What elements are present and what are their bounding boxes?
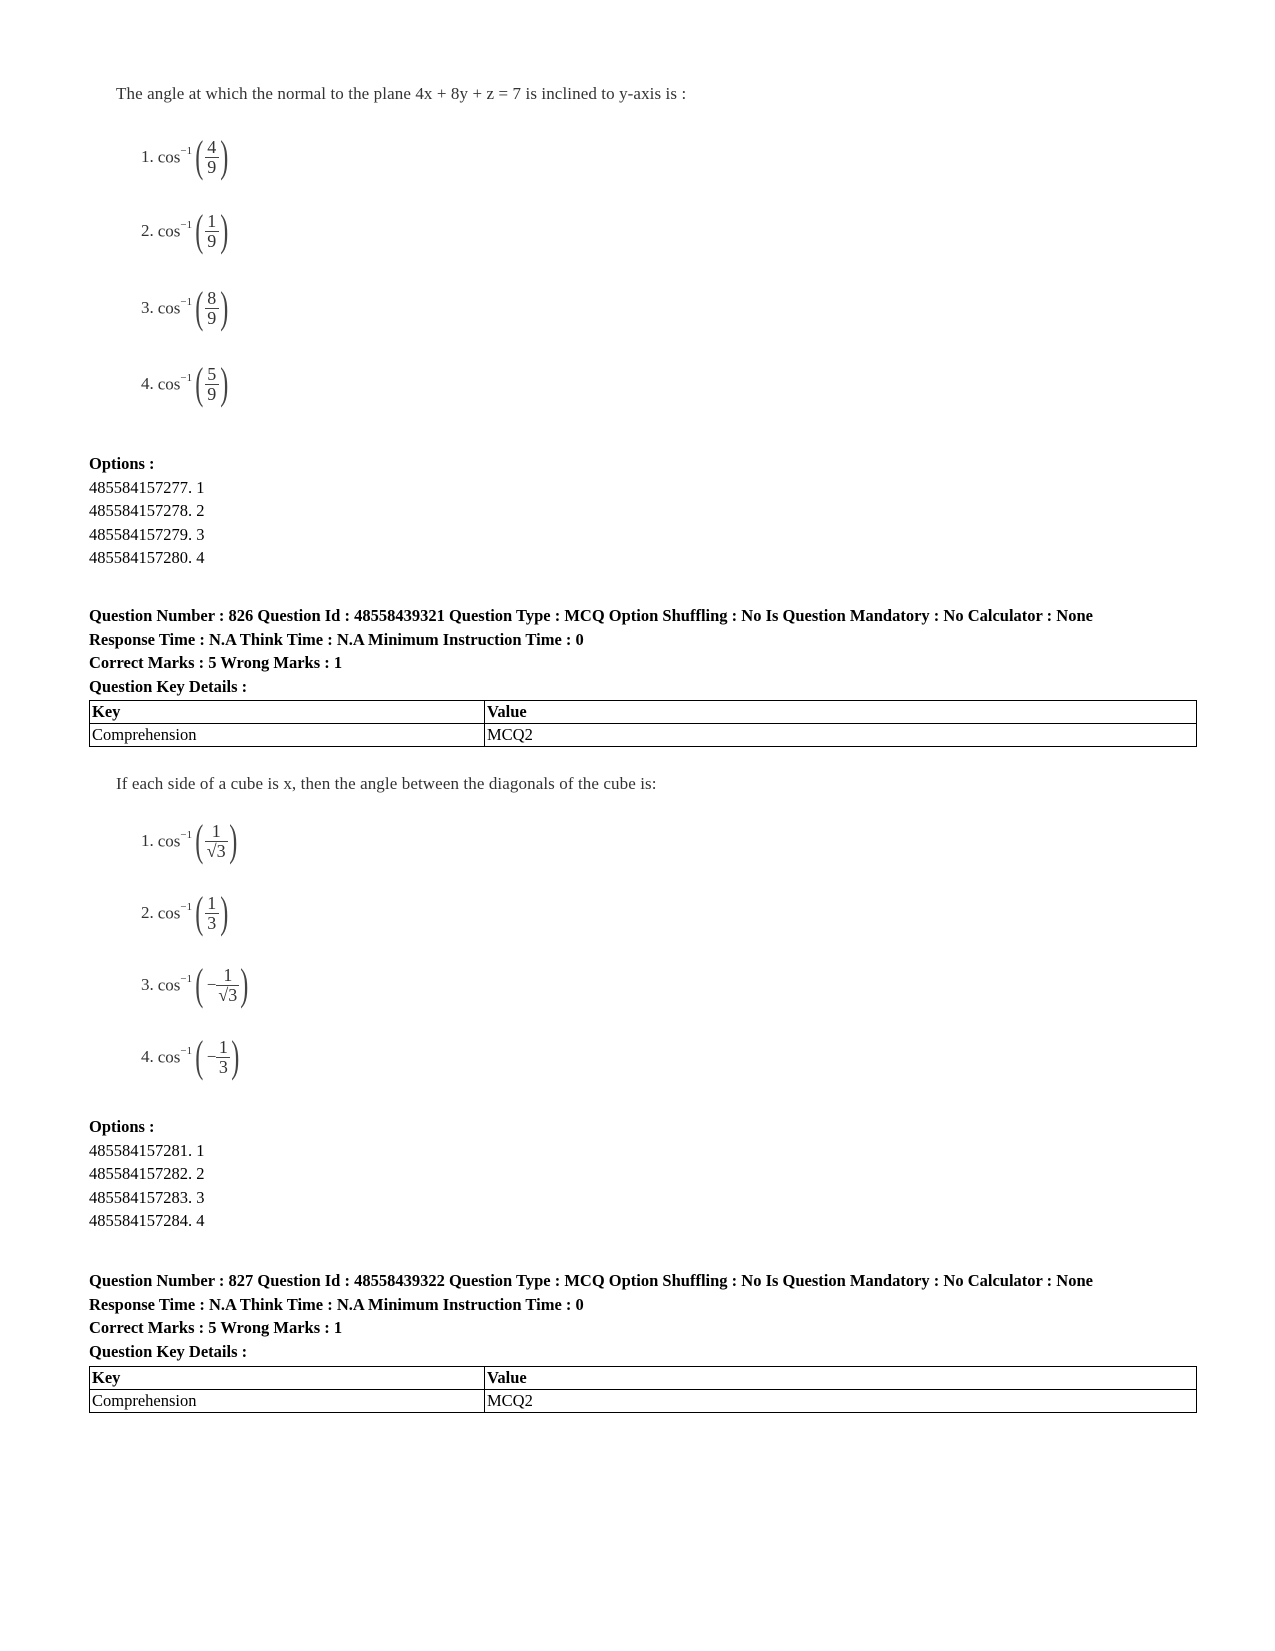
question-stem: The angle at which the normal to the plane 4x + 8y + z = 7 is inclined to y-axis is :: [116, 84, 687, 103]
cos-function: $\cos^{-1}$: [157, 295, 193, 318]
table-cell-value: MCQ2: [485, 1390, 1197, 1413]
question-marks: Correct Marks : 5 Wrong Marks : 1: [89, 1318, 343, 1337]
answer-choice: 1. $\cos^{-1}$ ( $\frac{1}{√3}$ ): [141, 816, 238, 865]
cos-function: $\cos^{-1}$: [157, 972, 193, 995]
minus-sign: −: [206, 1047, 217, 1066]
table-header-key: Key: [90, 1367, 485, 1390]
choice-number: 4.: [141, 1047, 154, 1066]
question-header: [89, 604, 1093, 651]
options-label: Options :: [89, 454, 155, 473]
option-id: 485584157281. 1: [89, 1140, 205, 1160]
fraction: $\frac{1}{9}$: [205, 212, 219, 251]
answer-choice: 3. $\cos^{-1}$ ( − $\frac{1}{√3}$ ): [141, 960, 249, 1009]
table-cell-value: MCQ2: [485, 724, 1197, 747]
question-marks: Correct Marks : 5 Wrong Marks : 1: [89, 653, 343, 672]
option-id: 485584157280. 4: [89, 548, 205, 567]
answer-choice: 4. $\cos^{-1}$ ( − $\frac{1}{3}$ ): [141, 1032, 240, 1081]
options-section: [89, 452, 205, 570]
table-header-row: [90, 701, 1197, 724]
options-label: Options :: [89, 1117, 155, 1136]
key-details-table: [89, 700, 1197, 747]
question-stem: If each side of a cube is x, then the angle between the diagonals of the cube is:: [116, 774, 657, 793]
minus-sign: −: [206, 975, 217, 994]
cos-function: $\cos^{-1}$: [157, 900, 193, 923]
fraction: $\frac{8}{9}$: [205, 289, 219, 328]
fraction: $\frac{1}{3}$: [205, 894, 219, 933]
table-row: [90, 1390, 1197, 1413]
question-meta: Question Number : 827 Question Id : 48558439322 Question Type : MCQ Option Shuffling : No Is Question Mandatory : No Calculator : None: [89, 1271, 1093, 1290]
option-id: 485584157277. 1: [89, 477, 205, 497]
fraction: $\frac{1}{3}$: [216, 1038, 230, 1077]
choice-number: 4.: [141, 374, 154, 393]
choice-number: 2.: [141, 903, 154, 922]
fraction: $\frac{4}{9}$: [205, 138, 219, 177]
option-id: 485584157283. 3: [89, 1187, 205, 1207]
answer-choice: 2. $\cos^{-1}$ ( $\frac{1}{9}$ ): [141, 206, 229, 255]
table-cell-key: Comprehension: [90, 724, 485, 747]
answer-choice: 2. $\cos^{-1}$ ( $\frac{1}{3}$ ): [141, 888, 229, 937]
key-details-label: Question Key Details :: [89, 1342, 248, 1361]
choice-number: 1.: [141, 147, 154, 166]
key-details-table: [89, 1366, 1197, 1413]
choice-number: 2.: [141, 221, 154, 240]
options-section: [89, 1115, 205, 1233]
answer-choice: 4. $\cos^{-1}$ ( $\frac{5}{9}$ ): [141, 359, 229, 408]
answer-choice: 1. $\cos^{-1}$ ( $\frac{4}{9}$ ): [141, 132, 229, 181]
fraction: $\frac{1}{√3}$: [218, 964, 238, 1005]
choice-number: 1.: [141, 831, 154, 850]
answer-choice: 3. $\cos^{-1}$ ( $\frac{8}{9}$ ): [141, 283, 229, 332]
cos-function: $\cos^{-1}$: [157, 371, 193, 394]
option-id: 485584157284. 4: [89, 1211, 205, 1230]
key-details-label: Question Key Details :: [89, 677, 248, 696]
table-header-key: Key: [90, 701, 485, 724]
option-id: 485584157278. 2: [89, 501, 205, 520]
table-header-value: Value: [485, 701, 1197, 724]
choice-number: 3.: [141, 975, 154, 994]
question-timing: Response Time : N.A Think Time : N.A Minimum Instruction Time : 0: [89, 629, 584, 649]
question-header: [89, 1269, 1093, 1316]
fraction: $\frac{1}{√3}$: [206, 820, 226, 861]
choice-number: 3.: [141, 298, 154, 317]
cos-function: $\cos^{-1}$: [157, 218, 193, 241]
cos-function: $\cos^{-1}$: [157, 828, 193, 851]
table-row: [90, 724, 1197, 747]
table-header-value: Value: [485, 1367, 1197, 1390]
table-cell-key: Comprehension: [90, 1390, 485, 1413]
cos-function: $\cos^{-1}$: [157, 144, 193, 167]
cos-function: $\cos^{-1}$: [157, 1044, 193, 1067]
option-id: 485584157279. 3: [89, 524, 205, 544]
question-timing: Response Time : N.A Think Time : N.A Minimum Instruction Time : 0: [89, 1294, 584, 1314]
option-id: 485584157282. 2: [89, 1164, 205, 1183]
table-header-row: [90, 1367, 1197, 1390]
fraction: $\frac{5}{9}$: [205, 365, 219, 404]
question-meta: Question Number : 826 Question Id : 48558439321 Question Type : MCQ Option Shuffling : No Is Question Mandatory : No Calculator : None: [89, 606, 1093, 625]
